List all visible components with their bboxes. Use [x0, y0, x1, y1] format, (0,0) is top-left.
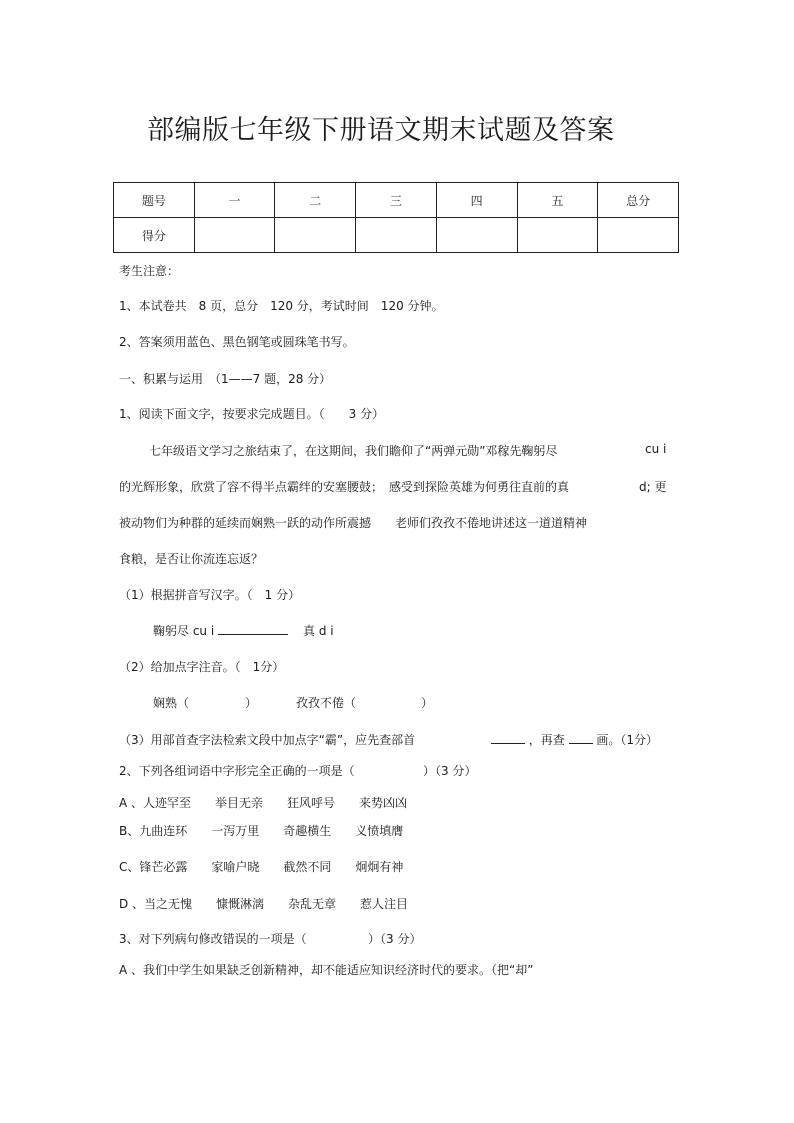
passage-line-2: 的光辉形象，欣赏了容不得半点霸绊的安塞腰鼓； 感受到探险英雄为何勇往直前的真: [119, 480, 570, 494]
score-table-score-row: [114, 218, 679, 253]
sub-2-word-b-close: ）: [421, 696, 434, 710]
score-table-header-row: [114, 183, 679, 218]
sub-3-text-b: ，再查: [528, 733, 565, 747]
sub-1-answer-a: [153, 622, 288, 639]
notes-item-2: 2、答案须用蓝色、黑色钢笔或圆珠笔书写。: [119, 335, 355, 349]
question-1-stem: 1、阅读下面文字，按要求完成题目。（ 3 分）: [119, 407, 385, 421]
notes-item-1: 1、本试卷共 8 页，总分 120 分，考试时间 120 分钟。: [119, 299, 444, 313]
sub-3-radical-blank[interactable]: [491, 731, 525, 744]
score-table-row-label: 得分: [114, 218, 195, 253]
sub-2-word-b: 孜孜不倦（: [296, 696, 357, 710]
score-table-header-cell: 四: [436, 183, 517, 218]
score-table-empty-cell: [356, 218, 437, 253]
question-1-sub-1: （1）根据拼音写汉字。（ 1 分）: [119, 588, 301, 602]
score-table-header-cell: 一: [194, 183, 275, 218]
question-2-stem-end: ）（3 分）: [423, 764, 477, 778]
question-2-option-d: D 、当之无愧 慷慨淋漓 杂乱无章 惹人注目: [119, 897, 409, 911]
score-table-header-cell: 题号: [114, 183, 195, 218]
score-table-header-cell: 总分: [598, 183, 679, 218]
passage-line-1-pinyin: cu i: [645, 442, 667, 456]
score-table-header-cell: 五: [517, 183, 598, 218]
sub-1-answer-a-label: 鞠躬尽 cu i: [153, 624, 215, 638]
question-3-option-a: A 、我们中学生如果缺乏创新精神，却不能适应知识经济时代的要求。（把“却”: [119, 963, 534, 977]
sub-1-answer-b: 真 d i: [303, 624, 334, 638]
question-3-stem: 3、对下列病句修改错误的一项是（: [119, 932, 307, 946]
passage-line-2-pinyin: d; 更: [639, 480, 667, 494]
score-table-empty-cell: [194, 218, 275, 253]
section-1-heading: 一、积累与运用 （1——7 题，28 分）: [119, 372, 332, 386]
question-1-sub-3: [119, 731, 658, 748]
passage-line-4: 食粮，是否让你流连忘返？: [119, 552, 264, 566]
sub-1-answer-a-blank[interactable]: [218, 622, 288, 635]
score-table-header-cell: 三: [356, 183, 437, 218]
sub-3-text-a: （3）用部首查字法检索文段中加点字“霸”，应先查部首: [119, 733, 416, 747]
sub-2-word-a-close: ）: [245, 696, 258, 710]
score-table-header-cell: 二: [275, 183, 356, 218]
question-3-stem-end: ）（3 分）: [368, 932, 422, 946]
question-2-option-b: B、九曲连环 一泻万里 奇趣横生 义愤填膺: [119, 824, 404, 838]
page-title: 部编版七年级下册语文期末试题及答案: [147, 115, 615, 146]
passage-line-1: 七年级语文学习之旅结束了，在这期间，我们瞻仰了“两弹元勋”邓稼先鞠躬尽: [149, 444, 558, 458]
question-2-option-a: A 、人迹罕至 举目无亲 狂风呼号 来势凶凶: [119, 796, 408, 810]
question-2-option-c: C、锋芒必露 家喻户晓 截然不同 炯炯有神: [119, 860, 404, 874]
score-table-empty-cell: [275, 218, 356, 253]
question-1-sub-2: （2）给加点字注音。（ 1分）: [119, 660, 285, 674]
passage-line-3: 被动物们为种群的延续而娴熟一跃的动作所震撼 老师们孜孜不倦地讲述这一道道精神: [119, 516, 588, 530]
score-table-empty-cell: [517, 218, 598, 253]
score-table: [113, 182, 679, 253]
sub-3-stroke-blank[interactable]: [569, 731, 593, 744]
notes-heading: 考生注意：: [119, 264, 180, 278]
question-2-stem: 2、下列各组词语中字形完全正确的一项是（: [119, 764, 355, 778]
sub-3-text-c: 画。（1分）: [596, 733, 659, 747]
score-table-empty-cell: [598, 218, 679, 253]
sub-2-word-a: 娴熟（: [153, 696, 190, 710]
score-table-empty-cell: [436, 218, 517, 253]
